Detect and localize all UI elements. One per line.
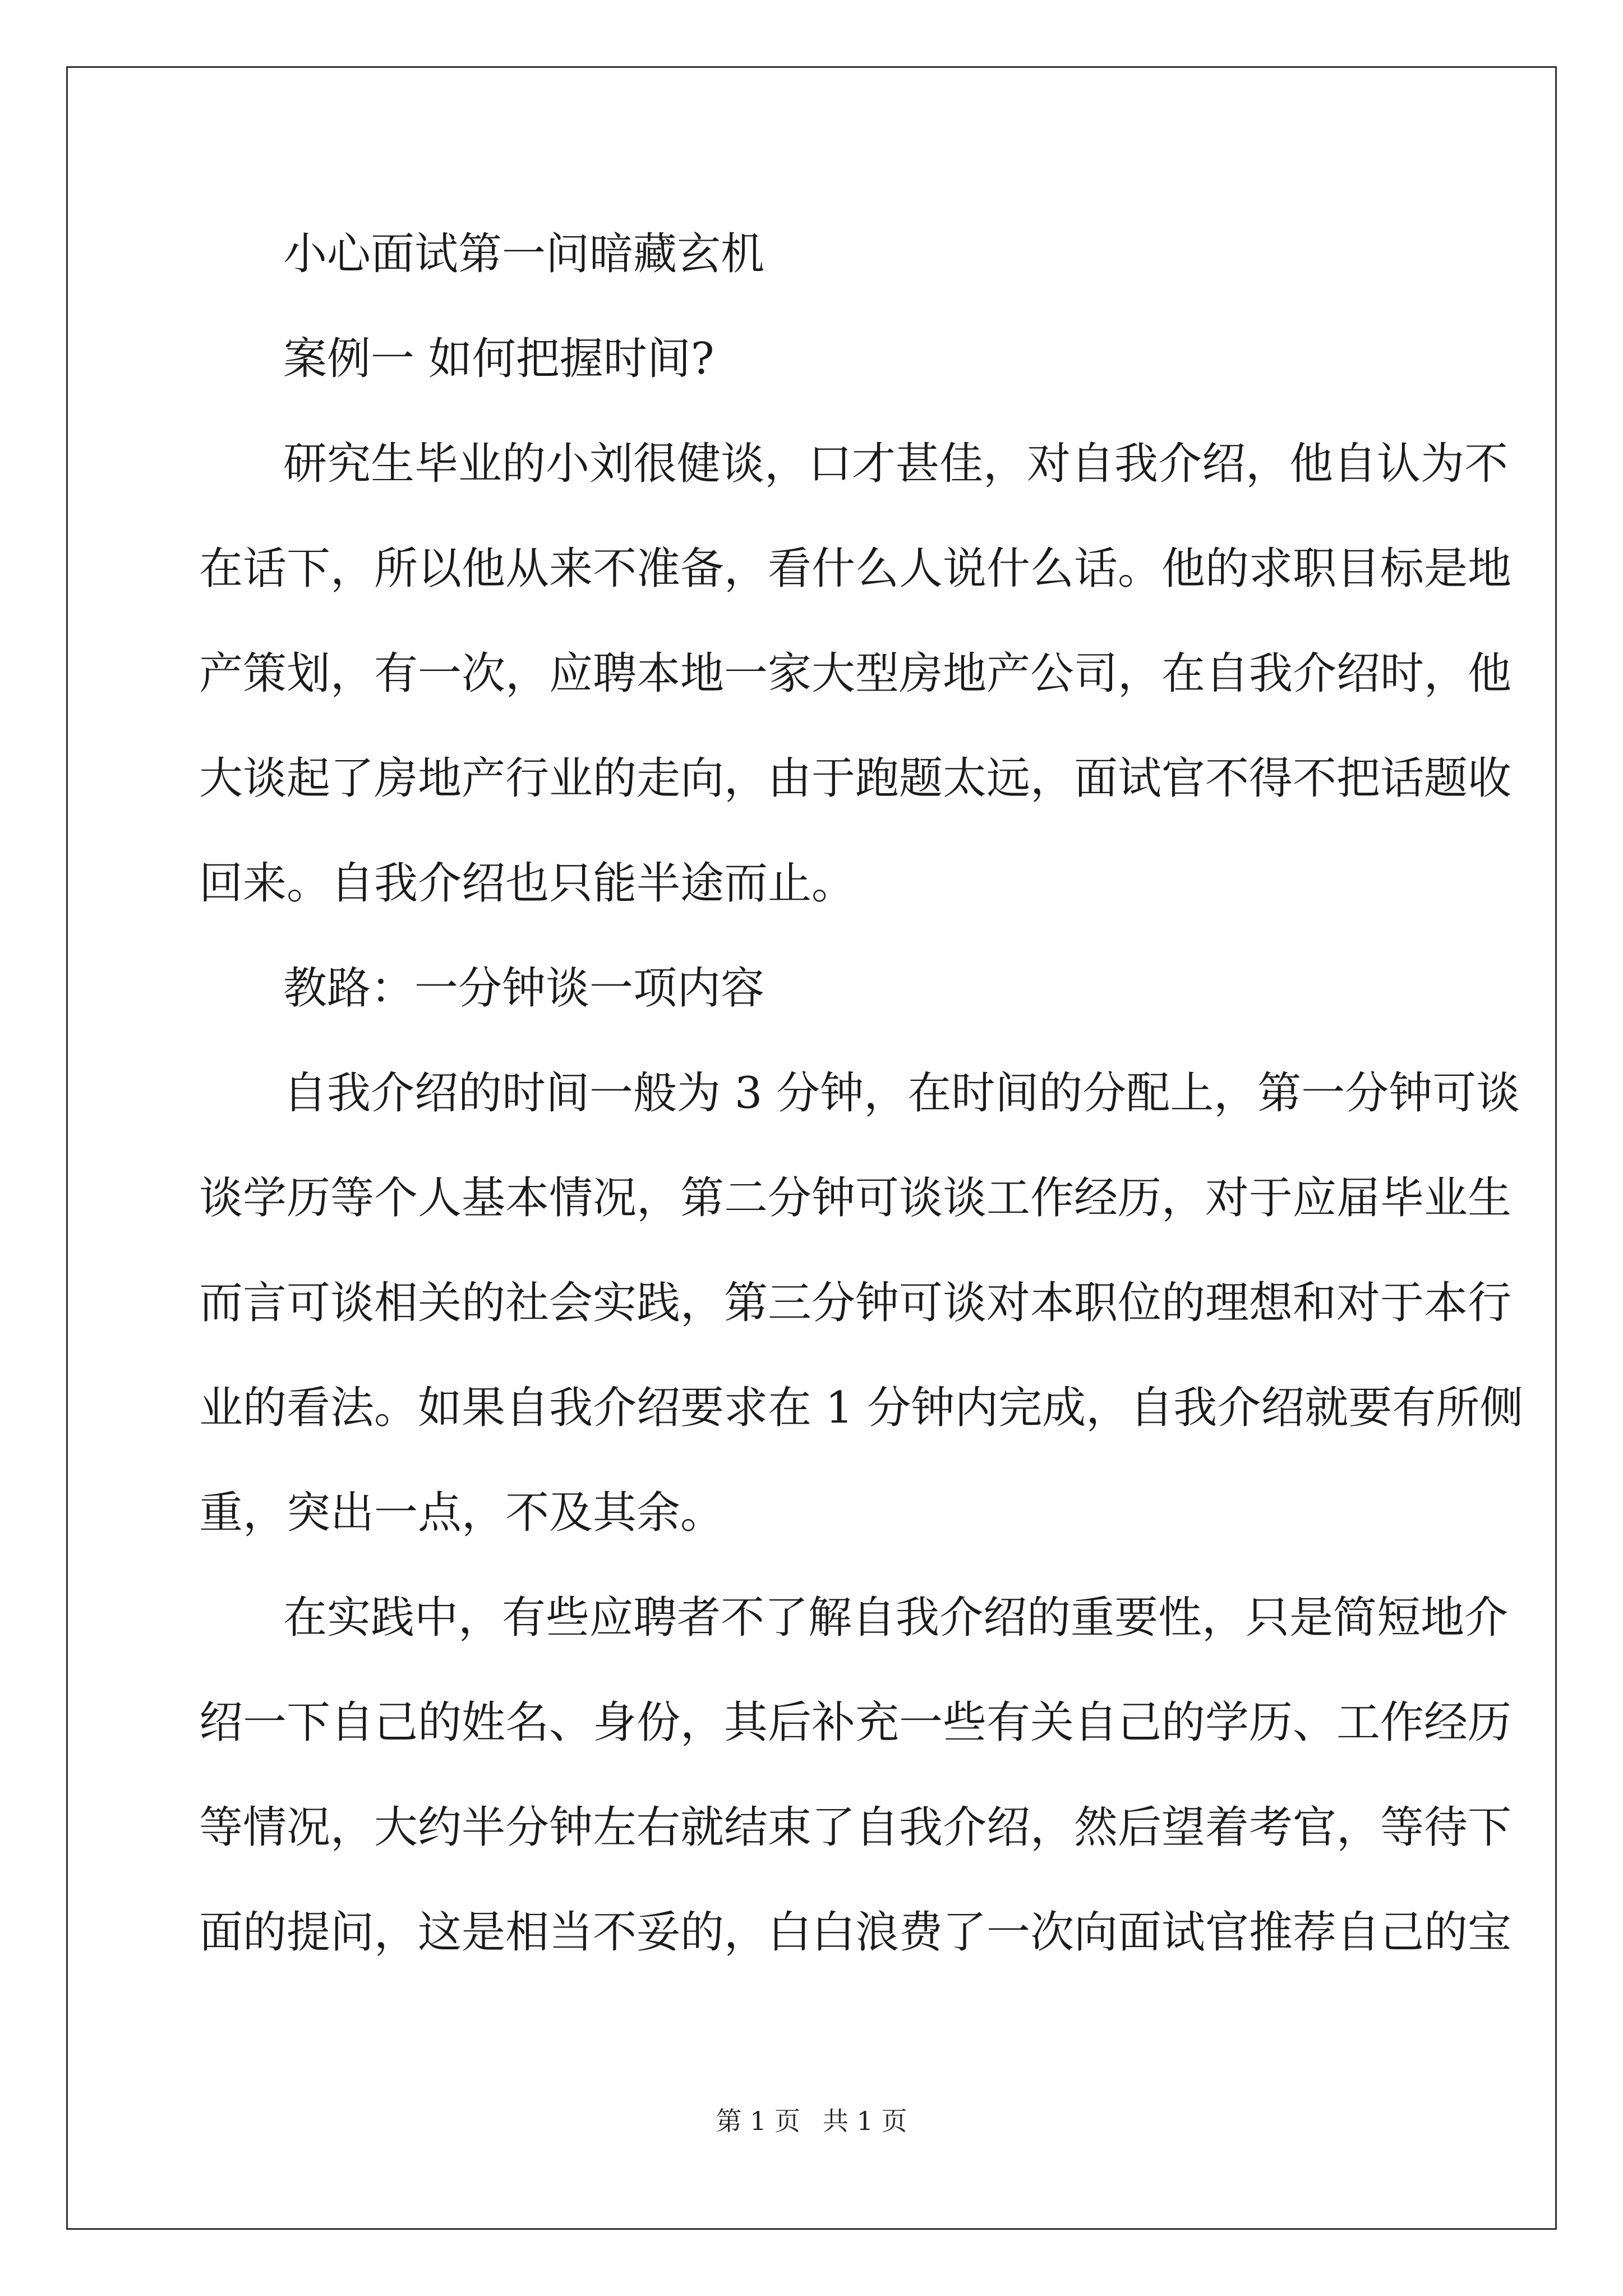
paragraph-line: 等情况，大约半分钟左右就结束了自我介绍，然后望着考官，等待下 — [199, 1802, 1512, 1853]
paragraph-line: 回来。自我介绍也只能半途而止。 — [199, 858, 856, 909]
paragraph-3 — [199, 1566, 1512, 1985]
page-total: 共 1 页 — [823, 2106, 907, 2136]
paragraph-line: 在实践中，有些应聘者不了解自我介绍的重要性，只是简短地介 — [283, 1593, 1509, 1643]
case-heading: 案例一 如何把握时间? — [283, 334, 714, 384]
paragraph-1 — [199, 412, 1512, 936]
paragraph-line: 绍一下自己的姓名、身份，其后补充一些有关自己的学历、工作经历 — [199, 1697, 1512, 1748]
paragraph-line: 研究生毕业的小刘很健谈，口才甚佳，对自我介绍，他自认为不 — [283, 439, 1509, 489]
paragraph-line: 产策划，有一次，应聘本地一家大型房地产公司，在自我介绍时，他 — [199, 648, 1512, 699]
paragraph-line: 业的看法。如果自我介绍要求在 1 分钟内完成，自我介绍就要有所侧 — [199, 1383, 1524, 1433]
paragraph-2 — [199, 1041, 1524, 1566]
page-footer — [0, 2101, 1623, 2138]
paragraph-line: 而言可谈相关的社会实践，第三分钟可谈对本职位的理想和对于本行 — [199, 1278, 1512, 1328]
page-number: 第 1 页 — [716, 2106, 800, 2136]
document-title: 小心面试第一问暗藏玄机 — [283, 229, 765, 279]
document-body — [199, 202, 1524, 1985]
paragraph-line: 自我介绍的时间一般为 3 分钟，在时间的分配上，第一分钟可谈 — [283, 1068, 1520, 1119]
paragraph-line: 重，突出一点，不及其余。 — [199, 1488, 725, 1538]
lesson-heading: 教路：一分钟谈一项内容 — [283, 963, 765, 1014]
paragraph-line: 大谈起了房地产行业的走向，由于跑题太远，面试官不得不把话题收 — [199, 753, 1512, 804]
paragraph-line: 面的提问，这是相当不妥的，白白浪费了一次向面试官推荐自己的宝 — [199, 1907, 1512, 1958]
paragraph-line: 谈学历等个人基本情况，第二分钟可谈谈工作经历，对于应届毕业生 — [199, 1173, 1512, 1223]
paragraph-line: 在话下，所以他从来不准备，看什么人说什么话。他的求职目标是地 — [199, 544, 1512, 594]
